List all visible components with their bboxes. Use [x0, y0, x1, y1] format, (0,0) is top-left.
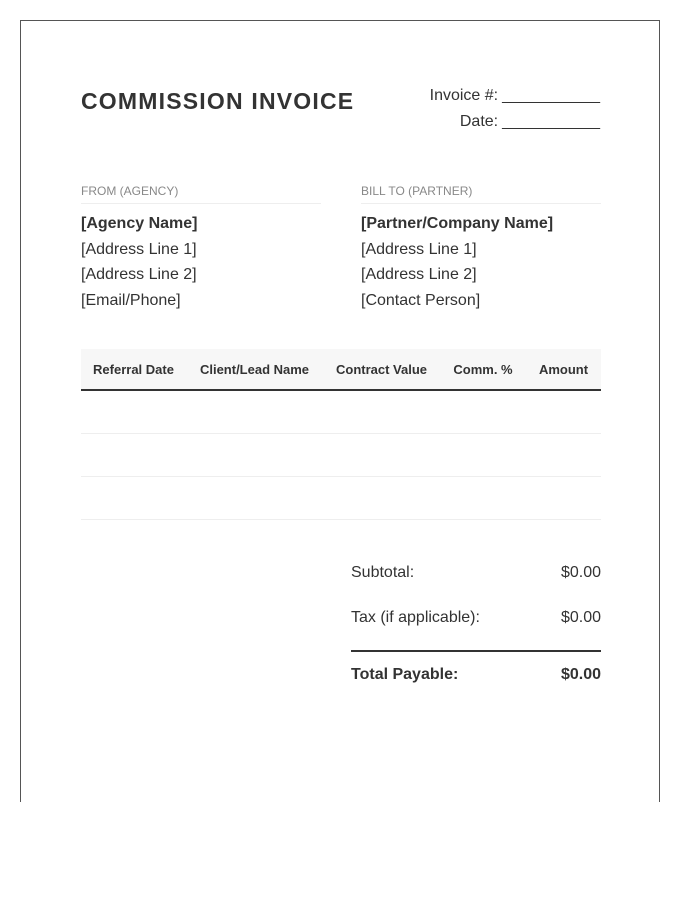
agency-address-line-1: [Address Line 1] — [81, 240, 197, 258]
invoice-date-label: Date: — [459, 113, 499, 130]
table-row — [81, 434, 601, 477]
table-cell[interactable] — [81, 477, 186, 520]
invoice-number-row — [430, 83, 600, 109]
header-client-lead-name: Client/Lead Name — [186, 349, 323, 390]
table-header-row — [81, 349, 601, 390]
total-payable-value: $0.00 — [560, 666, 601, 683]
agency-contact: [Email/Phone] — [81, 291, 181, 309]
partner-name: [Partner/Company Name] — [361, 215, 554, 232]
subtotal-label: Subtotal: — [351, 564, 415, 581]
bill-to-heading: BILL TO (PARTNER) — [361, 183, 601, 204]
table-cell[interactable] — [440, 434, 526, 477]
tax-label: Tax (if applicable): — [351, 609, 480, 626]
invoice-number-field[interactable]: ___________ — [502, 87, 600, 104]
subtotal-row — [351, 559, 601, 587]
invoice-sheet — [20, 20, 660, 802]
partner-address-line-1: [Address Line 1] — [361, 240, 477, 258]
table-cell[interactable] — [186, 477, 323, 520]
table-row — [81, 477, 601, 520]
invoice-number-label: Invoice #: — [429, 87, 499, 104]
header-contract-value: Contract Value — [323, 349, 440, 390]
invoice-date-row — [430, 109, 600, 135]
agency-name: [Agency Name] — [81, 215, 198, 232]
tax-value: $0.00 — [560, 609, 601, 626]
table-cell[interactable] — [526, 390, 601, 434]
bill-to-partner-block — [361, 183, 601, 313]
partner-address-line-2: [Address Line 2] — [361, 266, 477, 283]
invoice-title: COMMISSION INVOICE — [81, 88, 355, 114]
invoice-meta — [430, 83, 600, 135]
header-comm-percent: Comm. % — [440, 349, 526, 390]
total-payable-label: Total Payable: — [351, 666, 459, 683]
table-cell[interactable] — [440, 390, 526, 434]
invoice-date-field[interactable]: ___________ — [502, 113, 600, 130]
table-row — [81, 390, 601, 434]
table-cell[interactable] — [81, 434, 186, 477]
table-cell[interactable] — [526, 477, 601, 520]
partner-contact-person: [Contact Person] — [361, 291, 481, 309]
table-cell[interactable] — [323, 390, 440, 434]
table-cell[interactable] — [323, 434, 440, 477]
table-cell[interactable] — [81, 390, 186, 434]
header-referral-date: Referral Date — [81, 349, 186, 390]
commission-items-table — [81, 349, 601, 520]
agency-address-line-2: [Address Line 2] — [81, 266, 197, 283]
tax-row — [351, 604, 601, 632]
table-cell[interactable] — [440, 477, 526, 520]
table-cell[interactable] — [323, 477, 440, 520]
header-amount: Amount — [526, 349, 601, 390]
totals-block — [351, 559, 601, 689]
table-cell[interactable] — [186, 390, 323, 434]
subtotal-value: $0.00 — [560, 564, 601, 581]
table-cell[interactable] — [526, 434, 601, 477]
total-payable-row — [351, 650, 601, 689]
from-agency-block — [81, 183, 321, 313]
table-cell[interactable] — [186, 434, 323, 477]
from-agency-heading: FROM (AGENCY) — [81, 183, 321, 204]
